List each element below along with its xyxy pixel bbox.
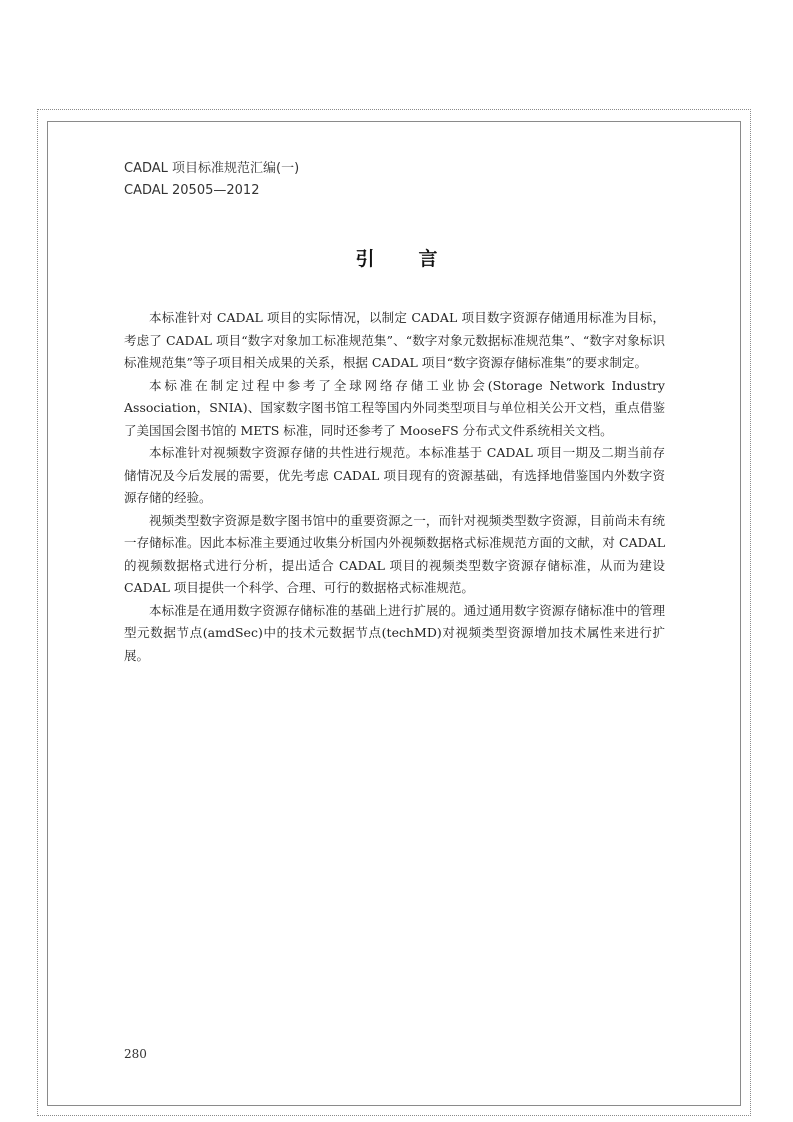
paragraph-2: 本标准在制定过程中参考了全球网络存储工业协会(Storage Network Industry Association，SNIA)、国家数字图书馆工程等国内外同类型项目与单位相关公开文档，重点借鉴了美国国会图书馆的 METS 标准，同时还参考了 MooseFS 分布式文件系统相关文档。 — [124, 377, 665, 438]
paragraph-3: 本标准针对视频数字资源存储的共性进行规范。本标准基于 CADAL 项目一期及二期当前存储情况及今后发展的需要，优先考虑 CADAL 项目现有的资源基础，有选择地借鉴国内外数字资源存储的经验。 — [124, 445, 665, 505]
header-standard-number: CADAL 20505—2012 — [124, 183, 260, 198]
section-title-char-2: 言 — [418, 248, 438, 270]
page-number: 280 — [124, 1047, 147, 1061]
paragraph-4: 视频类型数字资源是数字图书馆中的重要资源之一，而针对视频类型数字资源，目前尚未有统一存储标准。因此本标准主要通过收集分析国内外视频数据格式标准规范方面的文献，对 CADAL 的视频数据格式进行分析，提出适合 CADAL 项目的视频类型数字资源存储标准，从而为建设 CADAL 项目提供一个科学、合理、可行的数据格式标准规范。 — [124, 512, 665, 595]
section-title-char-1: 引 — [355, 248, 375, 270]
paragraph-1: 本标准针对 CADAL 项目的实际情况，以制定 CADAL 项目数字资源存储通用标准为目标，考虑了 CADAL 项目“数字对象加工标准规范集”、“数字对象元数据标准规范集”、“数字对象标识标准规范集”等子项目相关成果的关系，根据 CADAL 项目“数字资源存储标准集”的要求制定。 — [124, 310, 665, 370]
header-series-title: CADAL 项目标准规范汇编(一) — [124, 161, 300, 176]
paragraph-5: 本标准是在通用数字资源存储标准的基础上进行扩展的。通过通用数字资源存储标准中的管理型元数据节点(amdSec)中的技术元数据节点(techMD)对视频类型资源增加技术属性来进行扩展。 — [124, 602, 665, 663]
section-title — [0, 244, 793, 271]
introduction-body — [124, 307, 665, 667]
running-header — [124, 158, 299, 202]
